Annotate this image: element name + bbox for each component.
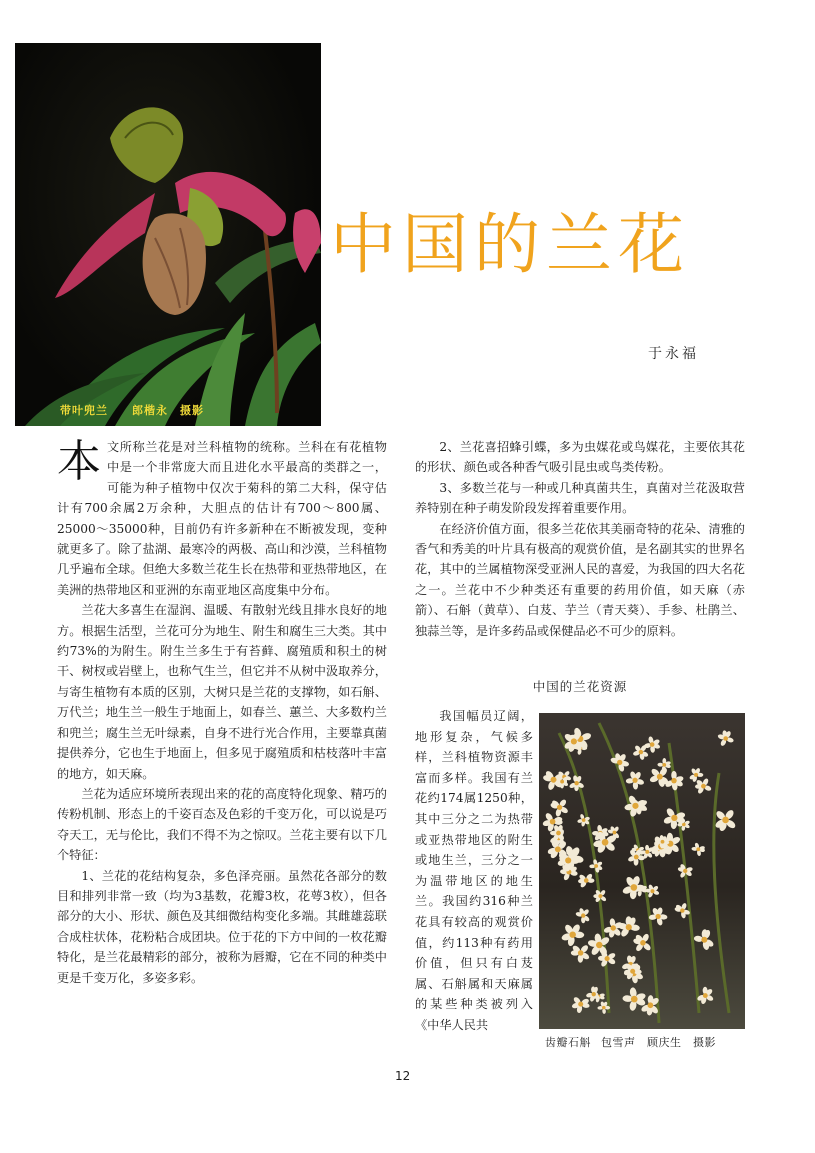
- article-author: 于永福: [648, 346, 699, 362]
- left-column: [57, 437, 387, 988]
- flower-decoration: [617, 916, 640, 938]
- dendrobium-illustration: [539, 713, 745, 1029]
- flower-decoration: [589, 859, 603, 873]
- flower-decoration: [644, 736, 661, 753]
- flower-decoration: [717, 730, 734, 747]
- section-heading: 中国的兰花资源: [532, 679, 628, 694]
- article-title: 中国的兰花: [330, 206, 690, 283]
- flower-decoration: [622, 875, 646, 899]
- flower-decoration: [550, 798, 569, 817]
- flower-decoration: [578, 873, 595, 889]
- flower-decoration: [569, 775, 585, 791]
- flower-decoration: [587, 933, 610, 956]
- photo2-photographers: 包雪声 顾庆生 摄影: [601, 1036, 716, 1049]
- drop-cap: 本: [57, 436, 101, 487]
- flower-decoration: [626, 771, 645, 790]
- paragraph-feature-1: 1、兰花的花结构复杂，多色泽亮丽。虽然花各部分的数目和排列非常一致（均为3基数，花瓣3枚，花萼3枚），但各部分的大小、形状、颜色及其细微结构变化多端。其雌雄蕊联合成柱状体，花粉粘合成团块。位于花的下方中间的一枚花瓣特化，是兰花最精彩的部分，被称为唇瓣，它在不同的种类中更是千变万化，多姿多彩。: [57, 868, 387, 985]
- paragraph-feature-2: 2、兰花喜招蜂引蝶，多为虫媒花或鸟媒花，主要依其花的形状、颜色或各种香气吸引昆虫或鸟类传粉。: [415, 440, 745, 475]
- photo1-caption: 带叶兜兰 郎楷永 摄影: [60, 404, 204, 417]
- photo2-species: 齿瓣石斛: [545, 1036, 591, 1049]
- intro-text: 文所称兰花是对兰科植物的统称。兰科在有花植物中是一个非常庞大而且进化水平最高的类群之一，可能为种子植物中仅次于菊科的第二大科，保守估计有700余属2万余种，大胆点的估计有700～800属、25000～35000种，目前仍有许多新种在不断被发现，变种就更多了。除了盐湖、最寒冷的两极、高山和沙漠，兰科植物几乎遍布全球。但绝大多数兰花生长在热带和亚热带地区，在美洲的热带地区和亚洲的东南亚地区高度集中分布。: [57, 440, 387, 597]
- flower-decoration: [571, 944, 591, 963]
- orchid-photo-paphiopedilum: [15, 43, 321, 426]
- paragraph-resources: 我国幅员辽阔，地形复杂，气候多样，兰科植物资源丰富而多样。我国有兰花约174属1250种，其中三分之二为热带或亚热带地区的附生或地生兰，三分之一为温带地区的地生兰。我国约316种兰花具有较高的观赏价值，约113种有药用价值，但只有白芨属、石斛属和天麻属的某些种类被列入《中华人民共: [415, 709, 533, 1032]
- flower-decoration: [561, 923, 585, 947]
- flower-decoration: [714, 809, 737, 833]
- intro-paragraph: [57, 437, 387, 600]
- paphiopedilum-illustration: [15, 43, 321, 426]
- flower-decoration: [633, 933, 652, 953]
- orchid-photo-dendrobium: [539, 713, 745, 1029]
- resources-column: [415, 706, 533, 1036]
- paragraph-economic-value: 在经济价值方面，很多兰花依其美丽奇特的花朵、清雅的香气和秀美的叶片具有极高的观赏价值，是名副其实的世界名花，其中的兰属植物深受亚洲人民的喜爱，为我国的四大名花之一。兰花中不少种类还有重要的药用价值，如天麻（赤箭）、石斛（黄草）、白芨、芋兰（青天葵）、手参、杜鹃兰、独蒜兰等，是许多药品或保健品必不可少的原料。: [415, 521, 745, 638]
- paragraph-feature-3: 3、多数兰花与一种或几种真菌共生，真菌对兰花汲取营养特别在种子萌发阶段发挥着重要作用。: [415, 480, 745, 516]
- right-column: [415, 437, 745, 641]
- flower-decoration: [691, 842, 705, 856]
- paragraph-habitat: 兰花大多喜生在湿润、温暖、有散射光线且排水良好的地方。根据生活型，兰花可分为地生、附生和腐生三大类。其中约73%的为附生。附生兰多生于有苔藓、腐殖质和积土的树干、树杈或岩壁上，也称气生兰，但它并不从树中汲取养分，与寄生植物有本质的区别，大树只是兰花的支撑物，如石斛、万代兰；地生兰一般生于地面上，如春兰、蕙兰、大多数杓兰和兜兰；腐生兰无叶绿素，自身不进行光合作用，主要靠真菌提供养分，它也生于地面上，但多见于腐殖质和枯枝落叶丰富的地方，如天麻。: [57, 603, 387, 781]
- paragraph-features-intro: 兰花为适应环境所表现出来的花的高度特化现象、精巧的传粉机制、形态上的千姿百态及色彩的千变万化，可以说是巧夺天工，无与伦比，我们不得不为之惊叹。兰花主要有以下几个特征：: [57, 786, 387, 863]
- flower-decoration: [571, 996, 590, 1014]
- flower-decoration: [575, 908, 590, 924]
- flower-decoration: [695, 778, 712, 795]
- flower-decoration: [693, 929, 714, 951]
- page-number: 12: [395, 1069, 411, 1083]
- flower-decoration: [689, 767, 704, 782]
- photo2-caption: [545, 1034, 726, 1050]
